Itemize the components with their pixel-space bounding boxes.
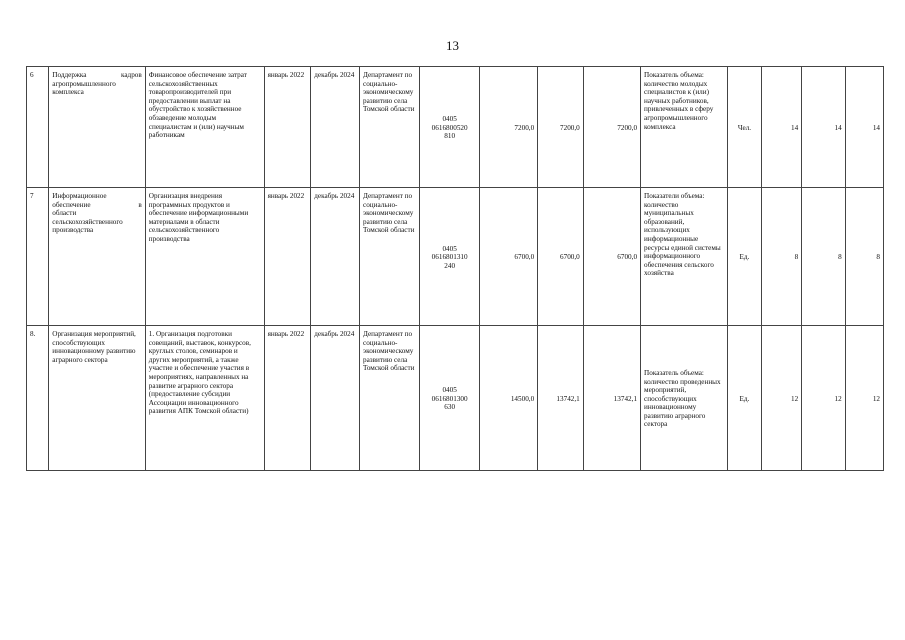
end-date: декабрь 2024	[311, 326, 360, 471]
indicator-description: Показатели объема: количество муниципальных образований, использующих информационные ресурсы единой системы информационного обеспечения сельского хозяйства	[641, 188, 728, 326]
executor: Департамент по социально-экономическому развитию села Томской области	[360, 326, 420, 471]
funding-year-2: 7200,0	[538, 67, 584, 188]
page-number: 13	[446, 38, 459, 53]
budget-code: 0405 0616801300 630	[420, 326, 479, 471]
indicator-year-3: 12	[845, 326, 883, 471]
funding-year-2: 13742,1	[538, 326, 584, 471]
table-row	[27, 67, 884, 188]
indicator-year-3: 14	[845, 67, 883, 188]
indicator-unit: Ед.	[728, 326, 762, 471]
end-date: декабрь 2024	[311, 188, 360, 326]
start-date: январь 2022	[264, 188, 311, 326]
funding-year-1: 14500,0	[479, 326, 537, 471]
funding-year-1: 6700,0	[479, 188, 537, 326]
indicator-year-1: 14	[761, 67, 801, 188]
indicator-year-1: 12	[761, 326, 801, 471]
executor: Департамент по социально-экономическому развитию села Томской области	[360, 67, 420, 188]
indicator-description: Показатель объема: количество проведенных мероприятий, способствующих инновационному развитию аграрного сектора	[641, 326, 728, 471]
budget-code: 0405 0616800520 810	[420, 67, 479, 188]
row-number: 8.	[27, 326, 49, 471]
start-date: январь 2022	[264, 326, 311, 471]
row-number: 6	[27, 67, 49, 188]
funding-year-3: 6700,0	[583, 188, 640, 326]
indicator-year-2: 14	[802, 67, 845, 188]
activity-description: Организация внедрения программных продуктов и обеспечение информационными материалами в области сельскохозяйственного производства	[145, 188, 264, 326]
start-date: январь 2022	[264, 67, 311, 188]
activity-description: Финансовое обеспечение затрат сельскохозяйственных товаропроизводителей при предоставлении выплат на обустройство к хозяйственное обзаведение молодым специалистам и (или) научным работникам	[145, 67, 264, 188]
program-table	[26, 66, 884, 471]
indicator-unit: Ед.	[728, 188, 762, 326]
indicator-year-2: 8	[802, 188, 845, 326]
indicator-description: Показатель объема: количество молодых специалистов к (или) научных работников, привлеченных в сферу агропромышленного комплекса	[641, 67, 728, 188]
funding-year-3: 7200,0	[583, 67, 640, 188]
funding-year-3: 13742,1	[583, 326, 640, 471]
table-row	[27, 188, 884, 326]
executor: Департамент по социально-экономическому развитию села Томской области	[360, 188, 420, 326]
funding-year-2: 6700,0	[538, 188, 584, 326]
task-name: Организация мероприятий, способствующих инновационному развитию аграрного сектора	[49, 326, 146, 471]
end-date: декабрь 2024	[311, 67, 360, 188]
activity-description: 1. Организация подготовки совещаний, выставок, конкурсов, круглых столов, семинаров и других мероприятий, а также участие и обеспечение участия в мероприятиях, направленных на развитие аграрного сектора (предоставление субсидии Ассоциации инновационного развития АПК Томской области)	[145, 326, 264, 471]
row-number: 7	[27, 188, 49, 326]
indicator-year-1: 8	[761, 188, 801, 326]
task-name: Поддержка кадров агропромышленного комплекса	[49, 67, 146, 188]
indicator-year-3: 8	[845, 188, 883, 326]
funding-year-1: 7200,0	[479, 67, 537, 188]
budget-code: 0405 0616801310 240	[420, 188, 479, 326]
indicator-unit: Чел.	[728, 67, 762, 188]
indicator-year-2: 12	[802, 326, 845, 471]
table-row	[27, 326, 884, 471]
task-name: Информационное обеспечение в области сельскохозяйственного производства	[49, 188, 146, 326]
